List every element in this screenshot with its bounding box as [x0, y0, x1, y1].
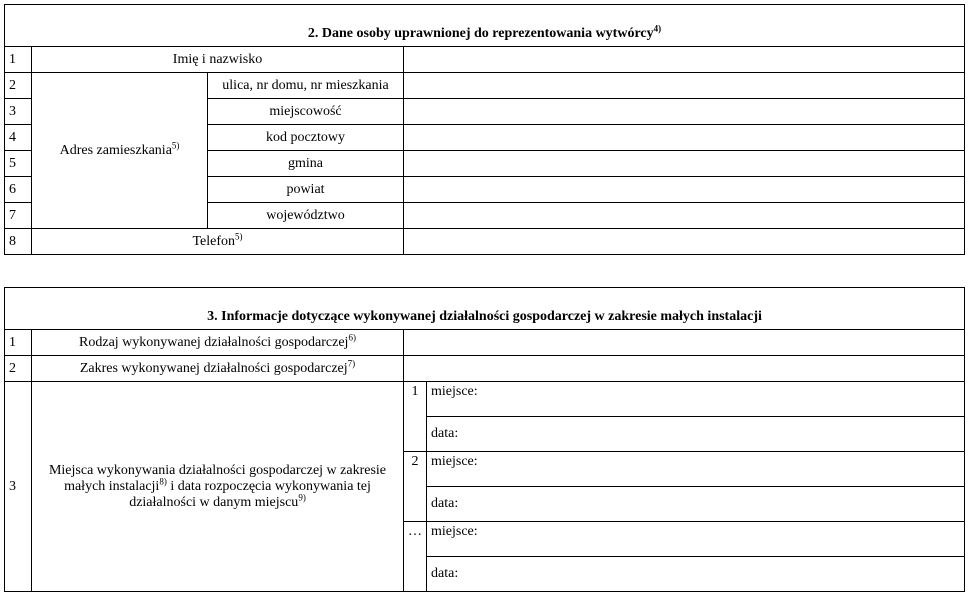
postal-code-label: kod pocztowy [208, 125, 404, 151]
place-field[interactable]: miejsce: [427, 382, 965, 417]
activity-scope-label-cell [32, 356, 404, 382]
place-number: 1 [404, 382, 427, 452]
locations-label-part2: i data rozpoczęcia wykonywania tej działalności w danym miejscu [129, 478, 371, 510]
row-number: 8 [5, 229, 32, 255]
street-field[interactable] [404, 73, 965, 99]
county-field[interactable] [404, 177, 965, 203]
place-field[interactable]: miejsce: [427, 522, 965, 557]
place-number: … [404, 522, 427, 592]
locations-label-cell [32, 382, 404, 592]
postal-code-field[interactable] [404, 125, 965, 151]
activity-type-label: Rodzaj wykonywanej działalności gospodarczej [79, 334, 349, 350]
voivodeship-field[interactable] [404, 203, 965, 229]
place-number: 2 [404, 452, 427, 522]
date-field[interactable]: data: [427, 487, 965, 522]
locations-footnote-1: 8) [159, 475, 167, 486]
row-number: 7 [5, 203, 32, 229]
section2-title-footnote: 4) [653, 23, 662, 34]
address-label-cell [32, 73, 208, 229]
row-number: 2 [5, 356, 32, 382]
section3-table [4, 287, 965, 592]
row-number: 1 [5, 47, 32, 73]
voivodeship-label: województwo [208, 203, 404, 229]
place-field[interactable]: miejsce: [427, 452, 965, 487]
name-label: Imię i nazwisko [32, 47, 404, 73]
section3-header [5, 288, 965, 330]
row-number: 4 [5, 125, 32, 151]
section2-table [4, 4, 965, 255]
locations-footnote-2: 9) [298, 491, 306, 502]
section3-title: 3. Informacje dotyczące wykonywanej działalności gospodarczej w zakresie małych instalacji [207, 309, 762, 324]
phone-field[interactable] [404, 229, 965, 255]
row-number: 5 [5, 151, 32, 177]
section2-title: 2. Dane osoby uprawnionej do reprezentowania wytwórcy [307, 26, 654, 41]
county-label: powiat [208, 177, 404, 203]
activity-type-field[interactable] [404, 330, 965, 356]
date-field[interactable]: data: [427, 557, 965, 592]
section2-header [5, 5, 965, 47]
street-label: ulica, nr domu, nr mieszkania [208, 73, 404, 99]
date-field[interactable]: data: [427, 417, 965, 452]
row-number: 1 [5, 330, 32, 356]
city-label: miejscowość [208, 99, 404, 125]
city-field[interactable] [404, 99, 965, 125]
activity-scope-footnote: 7) [347, 357, 356, 368]
activity-scope-field[interactable] [404, 356, 965, 382]
commune-label: gmina [208, 151, 404, 177]
row-number: 3 [5, 99, 32, 125]
address-footnote: 5) [171, 139, 180, 150]
phone-footnote: 5) [235, 230, 243, 241]
name-field[interactable] [404, 47, 965, 73]
locations-label-part1: Miejsca wykonywania działalności gospodarczej w zakresie małych instalacji [48, 462, 387, 494]
phone-label: Telefon [192, 233, 236, 249]
row-number: 3 [5, 382, 32, 592]
commune-field[interactable] [404, 151, 965, 177]
activity-type-label-cell [32, 330, 404, 356]
activity-scope-label: Zakres wykonywanej działalności gospodarczej [79, 360, 348, 376]
address-label: Adres zamieszkania [59, 142, 172, 158]
row-number: 6 [5, 177, 32, 203]
phone-label-cell [32, 229, 404, 255]
activity-type-footnote: 6) [348, 331, 356, 342]
row-number: 2 [5, 73, 32, 99]
